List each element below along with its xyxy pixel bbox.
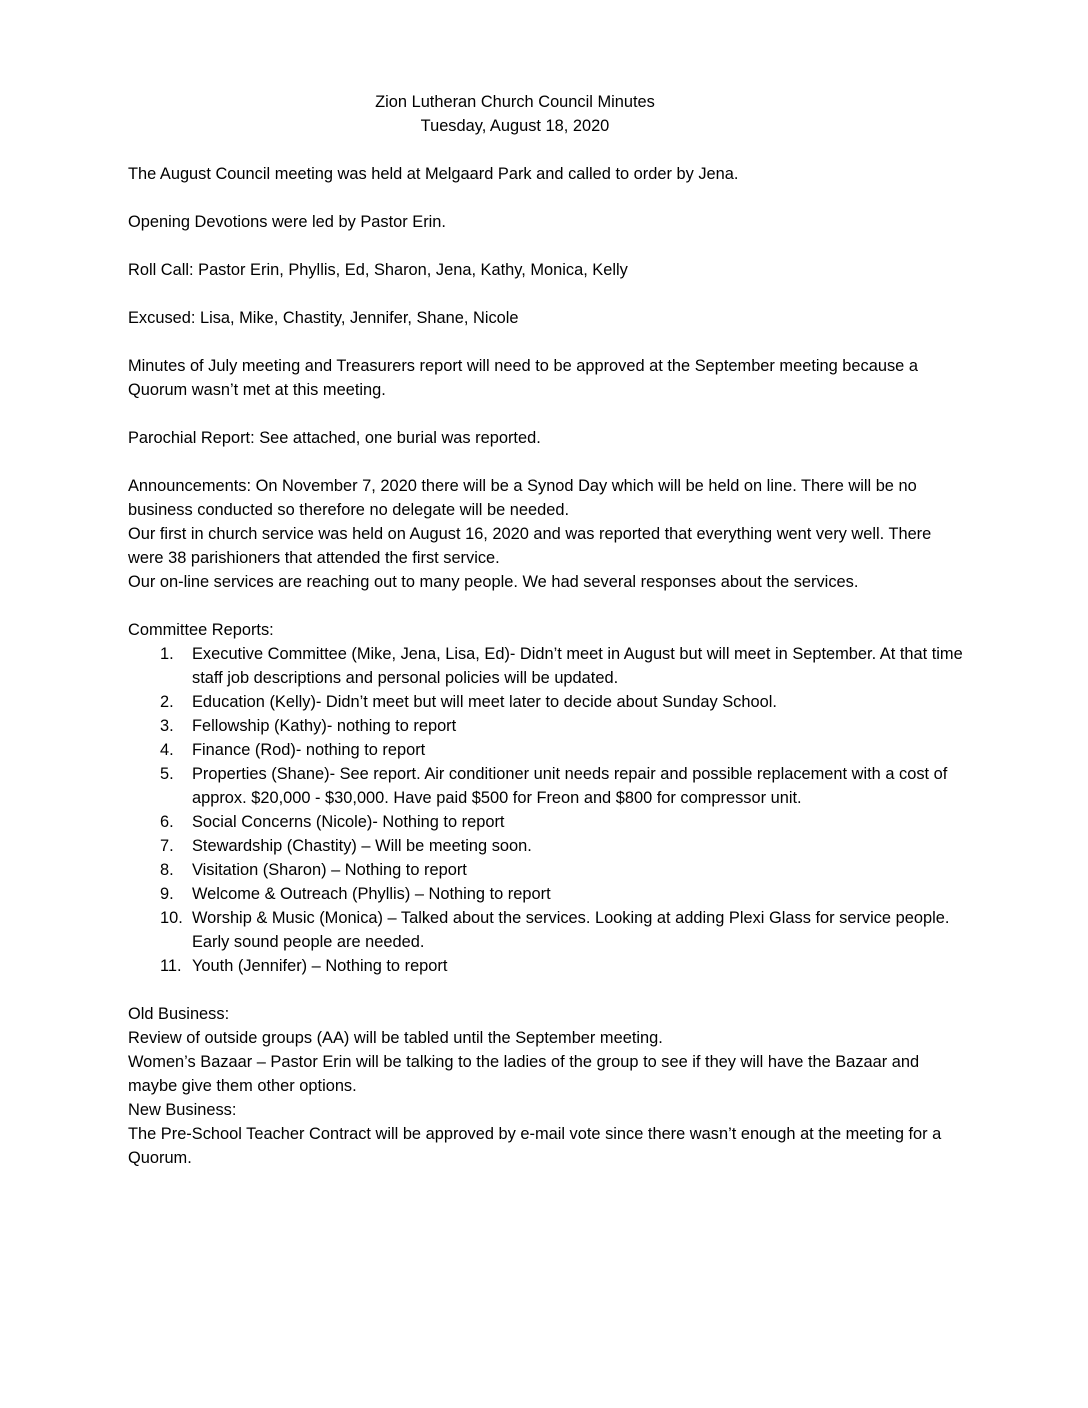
committee-reports-heading: Committee Reports:: [128, 621, 274, 639]
opening-paragraph: The August Council meeting was held at Melgaard Park and called to order by Jena.: [128, 165, 739, 183]
list-number: 10.: [160, 909, 183, 927]
list-number: 2.: [160, 693, 174, 711]
list-item-text: Education (Kelly)- Didn’t meet but will meet later to decide about Sunday School.: [192, 693, 777, 711]
list-item-text: Properties (Shane)- See report. Air conditioner unit needs repair and possible replacement with a cost of approx. $20,000 - $30,000. Have paid $500 for Freon and $800 for compressor unit.: [192, 765, 948, 807]
list-number: 3.: [160, 717, 174, 735]
announcement-line: Our first in church service was held on August 16, 2020 and was reported that everything went very well. There were 38 parishioners that attended the first service.: [128, 525, 932, 567]
list-number: 5.: [160, 765, 174, 783]
list-item-text: Welcome & Outreach (Phyllis) – Nothing to report: [192, 885, 551, 903]
list-item: [128, 714, 968, 738]
business-section: [128, 1002, 968, 1170]
list-item-text: Visitation (Sharon) – Nothing to report: [192, 861, 467, 879]
old-business-item: Women’s Bazaar – Pastor Erin will be talking to the ladies of the group to see if they will have the Bazaar and maybe give them other options.: [128, 1053, 920, 1095]
list-item: [128, 906, 968, 954]
minutes-document: [128, 90, 968, 1194]
document-header: [128, 90, 968, 138]
list-number: 11.: [160, 957, 182, 975]
list-item: [128, 882, 968, 906]
minutes-approval-paragraph: Minutes of July meeting and Treasurers report will need to be approved at the September meeting because a Quorum wasn’t met at this meeting.: [128, 357, 918, 399]
list-number: 1.: [160, 645, 174, 663]
excused-paragraph: Excused: Lisa, Mike, Chastity, Jennifer, Shane, Nicole: [128, 309, 519, 327]
roll-call-paragraph: Roll Call: Pastor Erin, Phyllis, Ed, Sharon, Jena, Kathy, Monica, Kelly: [128, 261, 628, 279]
list-item: [128, 954, 968, 978]
list-number: 7.: [160, 837, 174, 855]
committee-list: [128, 642, 968, 978]
list-number: 8.: [160, 861, 174, 879]
list-item-text: Youth (Jennifer) – Nothing to report: [192, 957, 448, 975]
new-business-heading: New Business:: [128, 1101, 237, 1119]
list-item: [128, 858, 968, 882]
list-item-text: Finance (Rod)- nothing to report: [192, 741, 426, 759]
new-business-item: The Pre-School Teacher Contract will be approved by e-mail vote since there wasn’t enough at the meeting for a Quorum.: [128, 1125, 942, 1167]
document-title: Zion Lutheran Church Council Minutes: [375, 93, 655, 111]
list-number: 4.: [160, 741, 174, 759]
list-item-text: Worship & Music (Monica) – Talked about the services. Looking at adding Plexi Glass for service people. Early sound people are needed.: [192, 909, 950, 951]
list-item-text: Stewardship (Chastity) – Will be meeting soon.: [192, 837, 532, 855]
list-item: [128, 690, 968, 714]
list-number: 9.: [160, 885, 174, 903]
old-business-item: Review of outside groups (AA) will be tabled until the September meeting.: [128, 1029, 663, 1047]
old-business-heading: Old Business:: [128, 1005, 230, 1023]
committee-reports-section: [128, 618, 968, 978]
list-item: [128, 738, 968, 762]
devotions-paragraph: Opening Devotions were led by Pastor Erin.: [128, 213, 446, 231]
list-number: 6.: [160, 813, 174, 831]
announcement-line: Announcements: On November 7, 2020 there will be a Synod Day which will be held on line. There will be no business conducted so therefore no delegate will be needed.: [128, 477, 917, 519]
list-item: [128, 642, 968, 690]
list-item: [128, 810, 968, 834]
parochial-report-paragraph: Parochial Report: See attached, one burial was reported.: [128, 429, 541, 447]
announcement-line: Our on-line services are reaching out to many people. We had several responses about the services.: [128, 573, 859, 591]
list-item: [128, 762, 968, 810]
list-item-text: Fellowship (Kathy)- nothing to report: [192, 717, 457, 735]
meeting-date: Tuesday, August 18, 2020: [420, 117, 610, 135]
list-item-text: Social Concerns (Nicole)- Nothing to report: [192, 813, 505, 831]
list-item: [128, 834, 968, 858]
list-item-text: Executive Committee (Mike, Jena, Lisa, Ed)- Didn’t meet in August but will meet in September. At that time staff job descriptions and personal policies will be updated.: [192, 645, 963, 687]
announcements-section: [128, 474, 968, 594]
